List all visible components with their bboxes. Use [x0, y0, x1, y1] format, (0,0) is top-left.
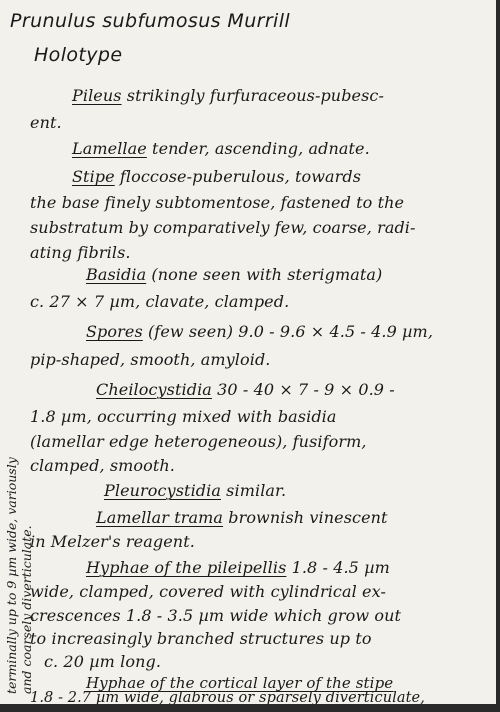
- lamellae-line: [72, 139, 370, 158]
- lamellae-text: tender, ascending, adnate.: [146, 139, 370, 158]
- pleurocystidia-heading: Pleurocystidia: [104, 481, 221, 500]
- spores-heading: Spores: [86, 322, 143, 341]
- stipe-line-4: ating fibrils.: [30, 243, 131, 262]
- cheilocystidia-heading: Cheilocystidia: [96, 380, 212, 399]
- basidia-line-1: [86, 265, 382, 284]
- pleurocystidia-text: similar.: [221, 481, 287, 500]
- lamellar-trama-text: brownish vinescent: [223, 508, 388, 527]
- cheilocystidia-line-3: (lamellar edge heterogeneous), fusiform,: [30, 432, 367, 451]
- pileipellis-line-3: crescences 1.8 - 3.5 µm wide which grow out: [30, 606, 402, 625]
- pileipellis-line-2: wide, clamped, covered with cylindrical ex-: [30, 582, 386, 601]
- lamellar-trama-line-2: in Melzer's reagent.: [30, 532, 195, 551]
- spores-line-1: [86, 322, 433, 341]
- spores-line-2: pip-shaped, smooth, amyloid.: [30, 350, 271, 369]
- pileus-line-1: [72, 86, 384, 105]
- cheilocystidia-line-4: clamped, smooth.: [30, 456, 175, 475]
- pileipellis-text: 1.8 - 4.5 µm: [286, 558, 390, 577]
- pileus-text: strikingly furfuraceous-pubesc-: [121, 86, 384, 105]
- holotype-label: Holotype: [34, 44, 123, 66]
- pileus-line-2: ent.: [30, 113, 62, 132]
- margin-note-line-1: terminally up to 9 µm wide, variously: [4, 457, 19, 694]
- pileus-heading: Pileus: [72, 86, 122, 105]
- margin-note-line-2: and coarsely diverticulate.: [19, 525, 34, 694]
- pileipellis-heading: Hyphae of the pileipellis: [86, 558, 287, 577]
- pleurocystidia-line: [104, 481, 286, 500]
- stipe-line-1: [72, 167, 361, 186]
- pileipellis-line-4: to increasingly branched structures up to: [30, 629, 372, 648]
- stipe-line-2: the base finely subtomentose, fastened to the: [30, 193, 405, 212]
- lamellae-heading: Lamellae: [72, 139, 147, 158]
- species-title: Prunulus subfumosus Murrill: [10, 10, 291, 32]
- lamellar-trama-heading: Lamellar trama: [96, 508, 224, 527]
- stipe-cortex-line: 1.8 - 2.7 µm wide, glabrous or sparsely diverticulate,: [30, 690, 425, 706]
- scan-right-edge: [496, 0, 500, 712]
- stipe-cortex-heading: Hyphae of the cortical layer of the stipe: [86, 674, 394, 692]
- pileipellis-line-5: c. 20 µm long.: [44, 652, 162, 671]
- spores-text: (few seen) 9.0 - 9.6 × 4.5 - 4.9 µm,: [142, 322, 434, 341]
- cheilocystidia-line-2: 1.8 µm, occurring mixed with basidia: [30, 407, 337, 426]
- stipe-line-3: substratum by comparatively few, coarse, radi-: [30, 218, 416, 237]
- basidia-text: (none seen with sterigmata): [146, 265, 383, 284]
- pileipellis-line-1: [86, 558, 390, 577]
- stipe-heading: Stipe: [72, 167, 115, 186]
- scan-bottom-edge: [0, 704, 500, 712]
- stipe-text: floccose-puberulous, towards: [114, 167, 362, 186]
- basidia-line-2: c. 27 × 7 µm, clavate, clamped.: [30, 292, 290, 311]
- basidia-heading: Basidia: [86, 265, 147, 284]
- lamellar-trama-line-1: [96, 508, 388, 527]
- cheilocystidia-text: 30 - 40 × 7 - 9 × 0.9 -: [211, 380, 395, 399]
- margin-note: [4, 457, 34, 694]
- cheilocystidia-line-1: [96, 380, 395, 399]
